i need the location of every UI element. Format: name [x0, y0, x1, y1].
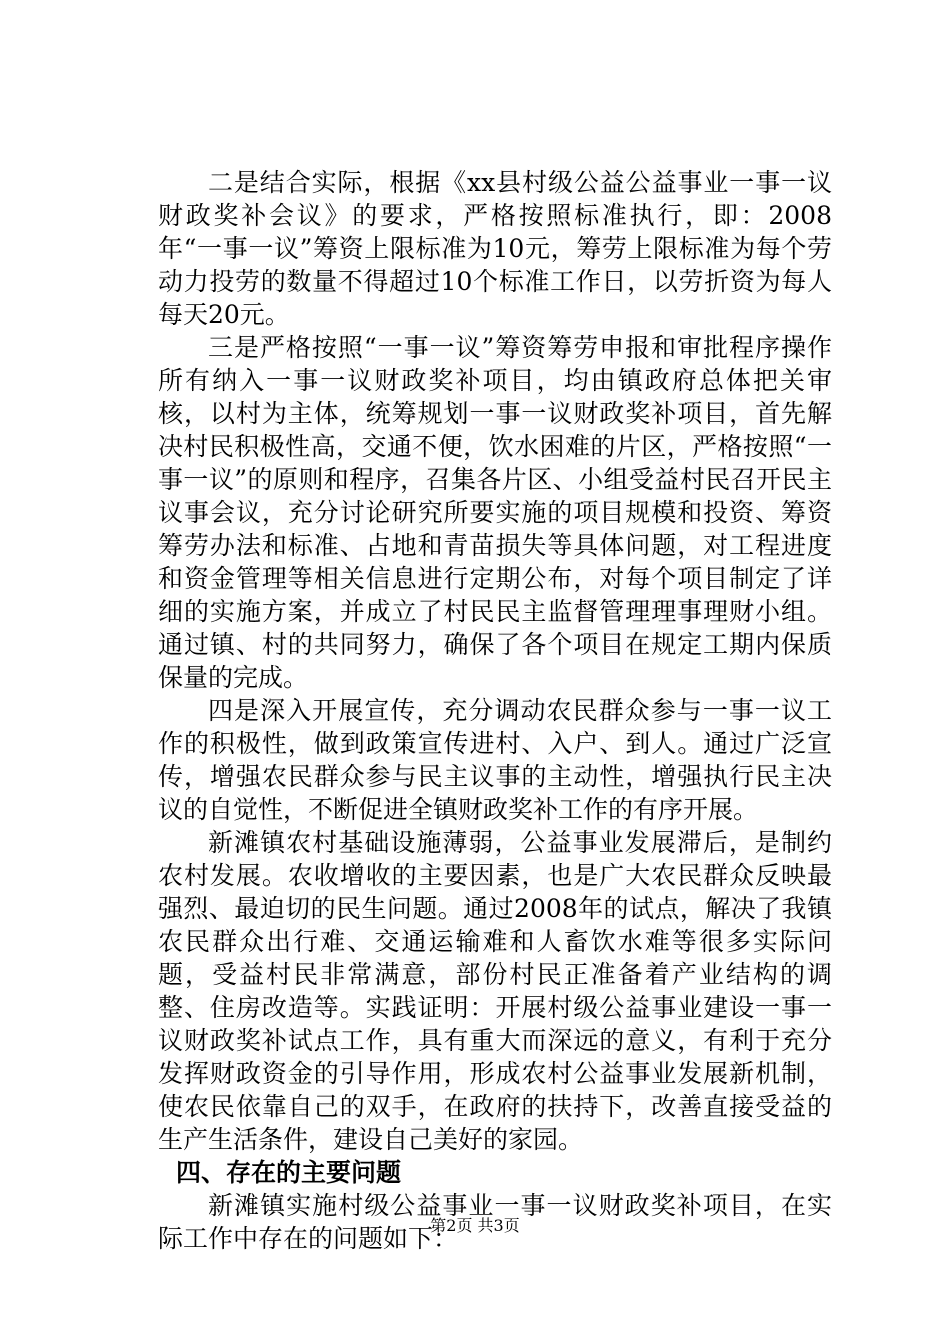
paragraph-summary: 新滩镇农村基础设施薄弱，公益事业发展滞后，是制约农村发展。农收增收的主要因素，也是广大农民群众反映最强烈、最迫切的民生问题。通过2008年的试点，解决了我镇农民群众出行难、交通运输难和人畜饮水难等很多实际问题，受益村民非常满意，部份村民正准备着产业结构的调整、住房改造等。实践证明：开展村级公益事业建设一事一议财政奖补试点工作，具有重大而深远的意义，有利于充分发挥财政资金的引导作用，形成农村公益事业发展新机制，使农民依靠自己的双手，在政府的扶持下，改善直接受益的生产生活条件，建设自己美好的家园。: [158, 828, 832, 1154]
section-heading: 四、存在的主要问题: [176, 1158, 402, 1187]
document-body: [158, 166, 832, 1255]
paragraph-problems-intro: 新滩镇实施村级公益事业一事一议财政奖补项目，在实际工作中存在的问题如下：: [158, 1191, 832, 1253]
paragraph-two: 二是结合实际，根据《xx县村级公益公益事业一事一议财政奖补会议》的要求，严格按照标准执行，即：2008年“一事一议”筹资上限标准为10元，筹劳上限标准为每个劳动力投劳的数量不得超过10个标准工作日，以劳折资为每人每天20元。: [158, 168, 832, 329]
paragraph-three: 三是严格按照“一事一议”筹资筹劳申报和审批程序操作所有纳入一事一议财政奖补项目，均由镇政府总体把关审核，以村为主体，统筹规划一事一议财政奖补项目，首先解决村民积极性高，交通不便，饮水困难的片区，严格按照“一事一议”的原则和程序，召集各片区、小组受益村民召开民主议事会议，充分讨论研究所要实施的项目规模和投资、筹资筹劳办法和标准、占地和青苗损失等具体问题，对工程进度和资金管理等相关信息进行定期公布，对每个项目制定了详细的实施方案，并成立了村民民主监督管理理事理财小组。通过镇、村的共同努力，确保了各个项目在规定工期内保质保量的完成。: [158, 333, 832, 692]
page-footer: 第2页 共3页: [430, 1216, 520, 1235]
paragraph-four: 四是深入开展宣传，充分调动农民群众参与一事一议工作的积极性，做到政策宣传进村、入户、到人。通过广泛宣传，增强农民群众参与民主议事的主动性，增强执行民主决议的自觉性，不断促进全镇财政奖补工作的有序开展。: [158, 696, 832, 824]
